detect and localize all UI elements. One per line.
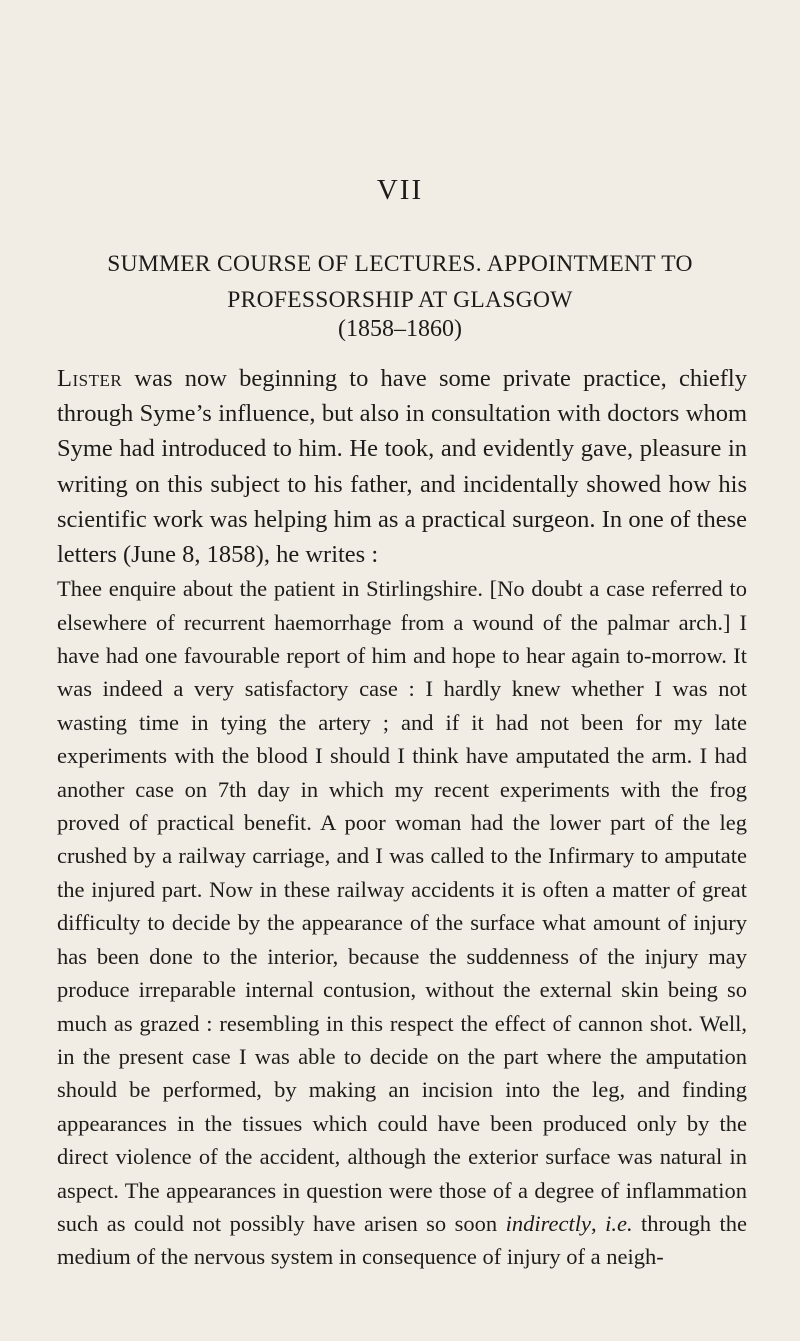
intro-paragraph	[57, 361, 747, 572]
quote-emphasis-indirectly: indirectly	[505, 1210, 591, 1236]
chapter-title-line-1: SUMMER COURSE OF LECTURES. APPOINTMENT TO	[107, 251, 693, 277]
chapter-title-line-2: PROFESSORSHIP AT GLASGOW	[227, 287, 573, 313]
quote-emphasis-ie: i.e.	[605, 1210, 633, 1236]
quote-text-end: through the medium of the nervous system in consequence of injury of a neigh-	[57, 1210, 747, 1270]
intro-lead-word: Lister	[57, 365, 123, 392]
body-text	[57, 361, 747, 1274]
quote-text-main: Thee enquire about the patient in Stirlingshire. [No doubt a case referred to elsewhere of recurrent haemorrhage from a wound of the palmar arch.] I have had one favourable report of him and hope to hear again to-morrow. It was indeed a very satisfactory case : I hardly knew whether I was not wasting time in tying the artery ; and if it had not been for my late experiments with the blood I should I think have amputated the arm. I had another case on 7th day in which my recent experiments with the frog proved of practical benefit. A poor woman had the lower part of the leg crushed by a railway carriage, and I was called to the Infirmary to amputate the injured part. Now in these railway accidents it is often a matter of great difficulty to decide by the appearance of the surface what amount of injury has been done to the interior, because the suddenness of the injury may produce irreparable internal contusion, without the external skin being so much as grazed : resembling in this respect the effect of cannon shot. Well, in the present case I was able to decide on the part where the amputation should be performed, by making an incision into the leg, and finding appearances in the tissues which could have been produced only by the direct violence of the accident, although the exterior surface was natural in aspect. The appearances in question were those of a degree of inflammation such as could not possibly have arisen so soon	[57, 576, 747, 1236]
quote-separator: ,	[591, 1210, 606, 1236]
intro-text: was now beginning to have some private practice, chiefly through Syme’s influence, but also in consultation with doctors whom Syme had introduced to him. He took, and evidently gave, pleasure in writing on this subject to his father, and incidentally showed how his scientific work was helping him as a practical surgeon. In one of these letters (June 8, 1858), he writes :	[57, 365, 747, 569]
chapter-number: VII	[376, 174, 424, 206]
letter-quote	[57, 572, 747, 1274]
chapter-dates: (1858–1860)	[338, 316, 462, 342]
chapter-title	[0, 246, 800, 318]
